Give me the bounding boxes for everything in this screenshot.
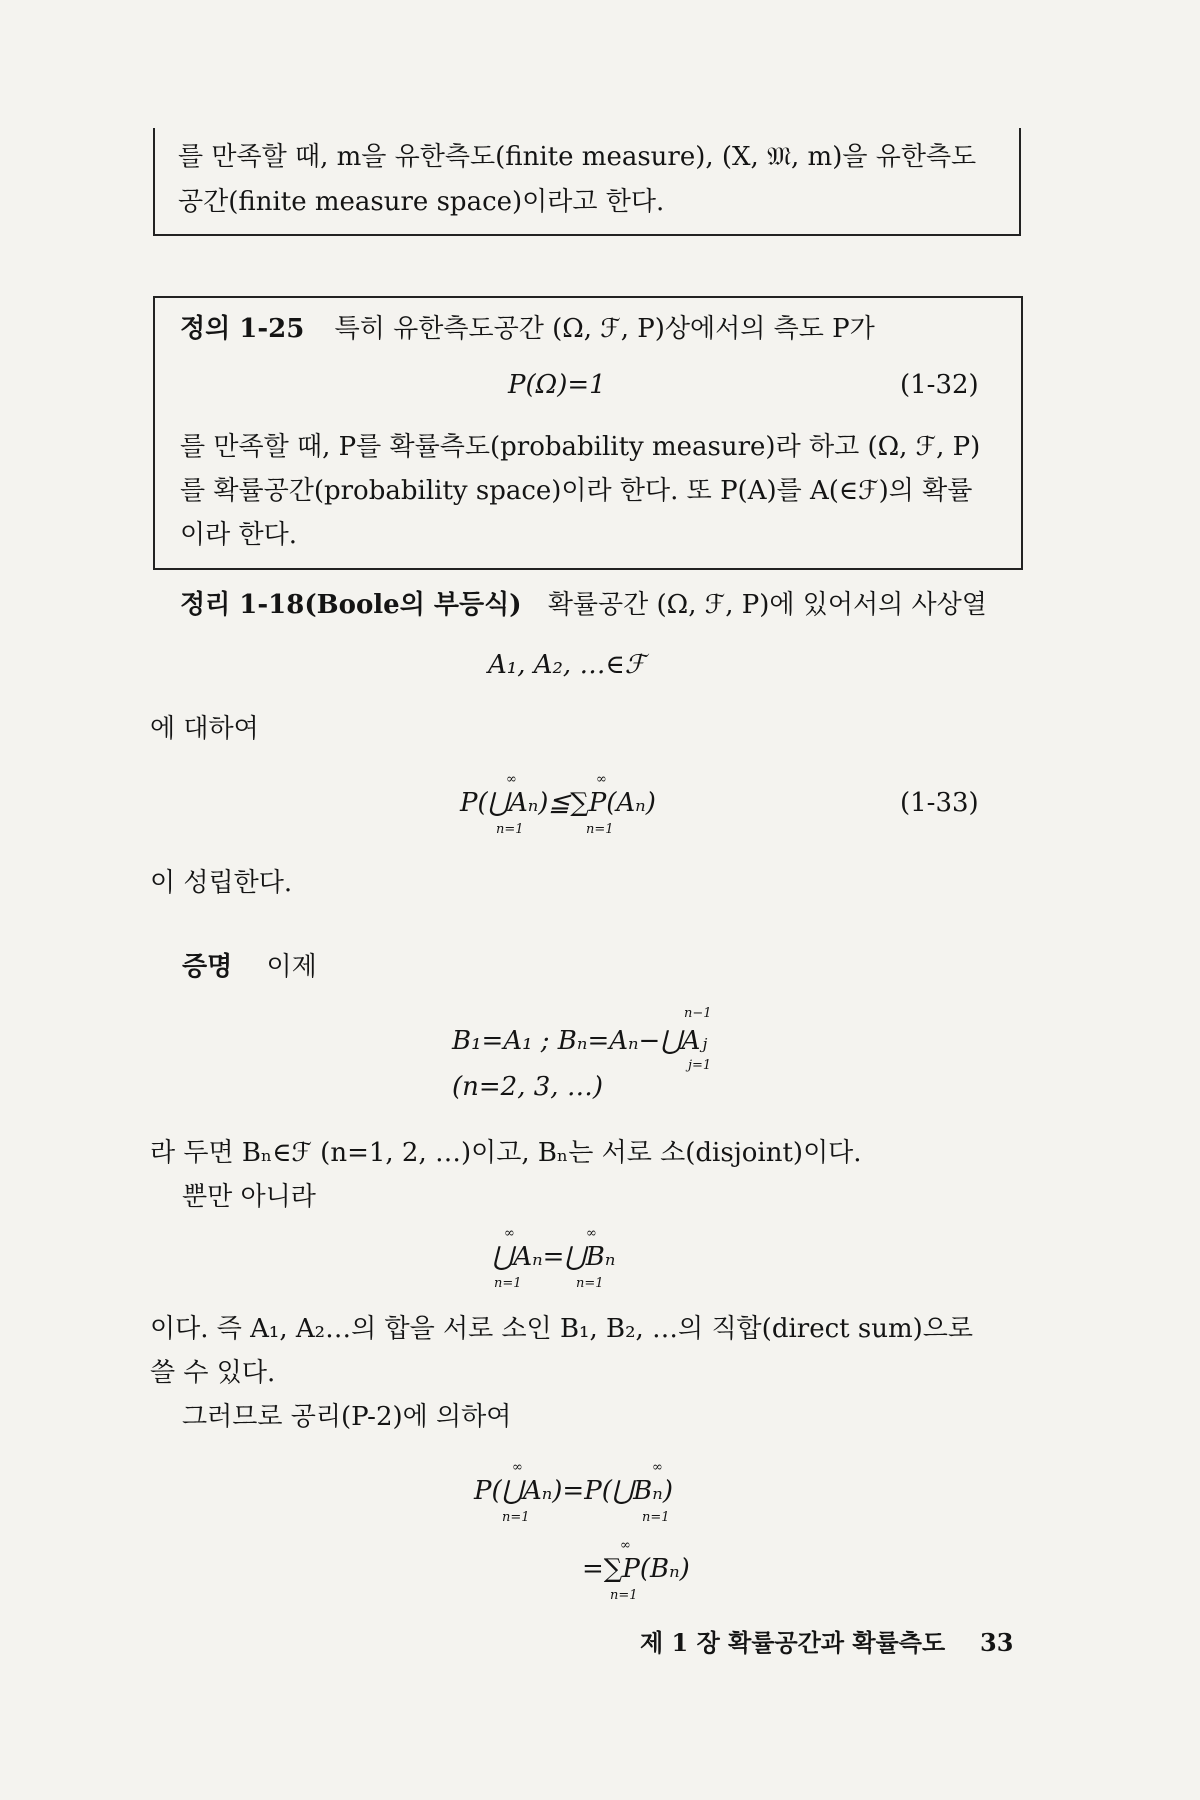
final-sum-lower: n=1 (610, 1588, 638, 1603)
proof-paragraph-3: 이다. 즉 A₁, A₂…의 합을 서로 소인 B₁, B₂, …의 직합(direct sum)으로 (150, 1314, 973, 1344)
proof-paragraph-1: 라 두면 Bₙ∈ℱ (n=1, 2, …)이고, Bₙ는 서로 소(disjoint)이다. (150, 1138, 862, 1168)
definition-label: 정의 1-25 (180, 314, 305, 344)
footer-chapter-title: 제 1 장 확률공간과 확률측도 (640, 1628, 946, 1657)
ineq-union-lower: n=1 (496, 822, 524, 837)
ineq-sum-lower: n=1 (586, 822, 614, 837)
def-union-upper: n−1 (684, 1006, 712, 1021)
top-box-line-2: 공간(finite measure space)이라고 한다. (178, 187, 665, 217)
definition-line-5: 이라 한다. (180, 520, 297, 550)
union-eq-lower-a: n=1 (494, 1276, 522, 1291)
proof-label: 증명 (182, 952, 233, 982)
proof-final-line-2: =∑P(Bₙ) (582, 1554, 690, 1584)
definition-heading (180, 312, 875, 346)
proof-def-line-1: B₁=A₁ ; Bₙ=Aₙ−⋃Aⱼ (452, 1026, 708, 1056)
final-upper-a: ∞ (512, 1460, 523, 1475)
final-lower-a: n=1 (502, 1510, 530, 1525)
theorem-eq-number: (1-33) (900, 788, 979, 818)
proof-paragraph-2: 뿐만 아니라 (182, 1182, 316, 1212)
definition-intro: 특히 유한측도공간 (Ω, ℱ, P)상에서의 측도 P가 (334, 314, 875, 344)
theorem-holds: 이 성립한다. (150, 868, 293, 898)
proof-def-line-2: (n=2, 3, …) (452, 1072, 603, 1102)
theorem-label: 정리 1-18(Boole의 부등식) (180, 590, 522, 620)
theorem-intro: 확률공간 (Ω, ℱ, P)에 있어서의 사상열 (547, 590, 987, 620)
definition-eq-number: (1-32) (900, 370, 979, 400)
definition-equation: P(Ω)=1 (508, 370, 606, 400)
definition-line-3: 를 만족할 때, P를 확률측도(probability measure)라 하고 (Ω, ℱ, P) (180, 432, 981, 462)
proof-heading (182, 950, 317, 984)
theorem-heading (180, 588, 987, 622)
proof-now: 이제 (266, 952, 317, 982)
final-sum-upper: ∞ (620, 1538, 631, 1553)
def-union-lower: j=1 (688, 1058, 712, 1073)
theorem-sequence: A₁, A₂, …∈ℱ (488, 650, 646, 680)
theorem-for: 에 대하여 (150, 714, 259, 744)
page-number: 33 (980, 1628, 1014, 1657)
final-upper-b: ∞ (652, 1460, 663, 1475)
union-eq-upper-a: ∞ (504, 1226, 515, 1241)
ineq-sum-upper: ∞ (596, 772, 607, 787)
proof-union-equation: ⋃Aₙ=⋃Bₙ (492, 1242, 616, 1272)
proof-paragraph-4: 쓸 수 있다. (150, 1358, 276, 1388)
proof-final-line-1: P(⋃Aₙ)=P(⋃Bₙ) (474, 1476, 673, 1506)
top-box-line-1: 를 만족할 때, m을 유한측도(finite measure), (X, 𝔐, m)을 유한측도 (178, 142, 977, 172)
definition-line-4: 를 확률공간(probability space)이라 한다. 또 P(A)를 A(∈ℱ)의 확률 (180, 476, 973, 506)
final-lower-b: n=1 (642, 1510, 670, 1525)
ineq-union-upper: ∞ (506, 772, 517, 787)
proof-paragraph-5: 그러므로 공리(P-2)에 의하여 (182, 1402, 512, 1432)
theorem-inequality: P(⋃Aₙ)≦∑P(Aₙ) (460, 788, 656, 818)
union-eq-lower-b: n=1 (576, 1276, 604, 1291)
union-eq-upper-b: ∞ (586, 1226, 597, 1241)
